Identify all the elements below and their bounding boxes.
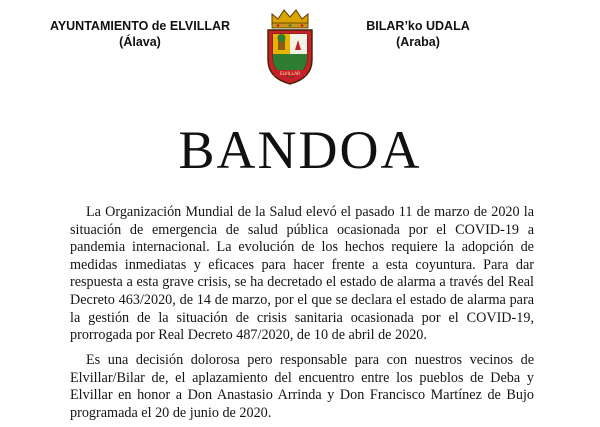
municipality-header-spanish <box>40 18 240 50</box>
coat-motto: ELVILLAR <box>279 72 301 77</box>
province-name: (Álava) <box>119 35 161 49</box>
body-paragraph <box>70 352 534 422</box>
body-paragraph <box>70 204 534 345</box>
province-name-basque: (Araba) <box>396 35 440 49</box>
paragraph-text: La Organización Mundial de la Salud elevó el pasado 11 de marzo de 2020 la situación de emergencia de salud pública ocasionada por el COVID-19 a pandemia internacional. La evolución de los hechos requiere la adopción de medidas inmediatas y eficaces para hacer frente a esta coyuntura. Para dar respuesta a esta grave crisis, se ha decretado el estado de alarma a través del Real Decreto 463/2020, de 14 de marzo, por el que se declara el estado de alarma para la gestión de la situación de crisis sanitaria ocasionada por el COVID-19, prorrogada por Real Decreto 487/2020, de 10 de abril de 2020. <box>70 204 534 344</box>
page-title: BANDOA <box>178 120 422 180</box>
municipality-header-basque <box>348 18 488 50</box>
paragraph-text: Es una decisión dolorosa pero responsable para con nuestros vecinos de Elvillar/Bilar de, el aplazamiento del encuentro entre los pueblos de Deba y Elvillar en honor a Don Anastasio Arrinda y Don Francisco Martínez de Bujo programada el 20 de junio de 2020. <box>70 352 534 421</box>
municipality-name: AYUNTAMIENTO de ELVILLAR <box>49 19 231 33</box>
municipality-name-basque: BILAR’ko UDALA <box>366 19 470 33</box>
coat-of-arms-icon <box>262 4 318 86</box>
